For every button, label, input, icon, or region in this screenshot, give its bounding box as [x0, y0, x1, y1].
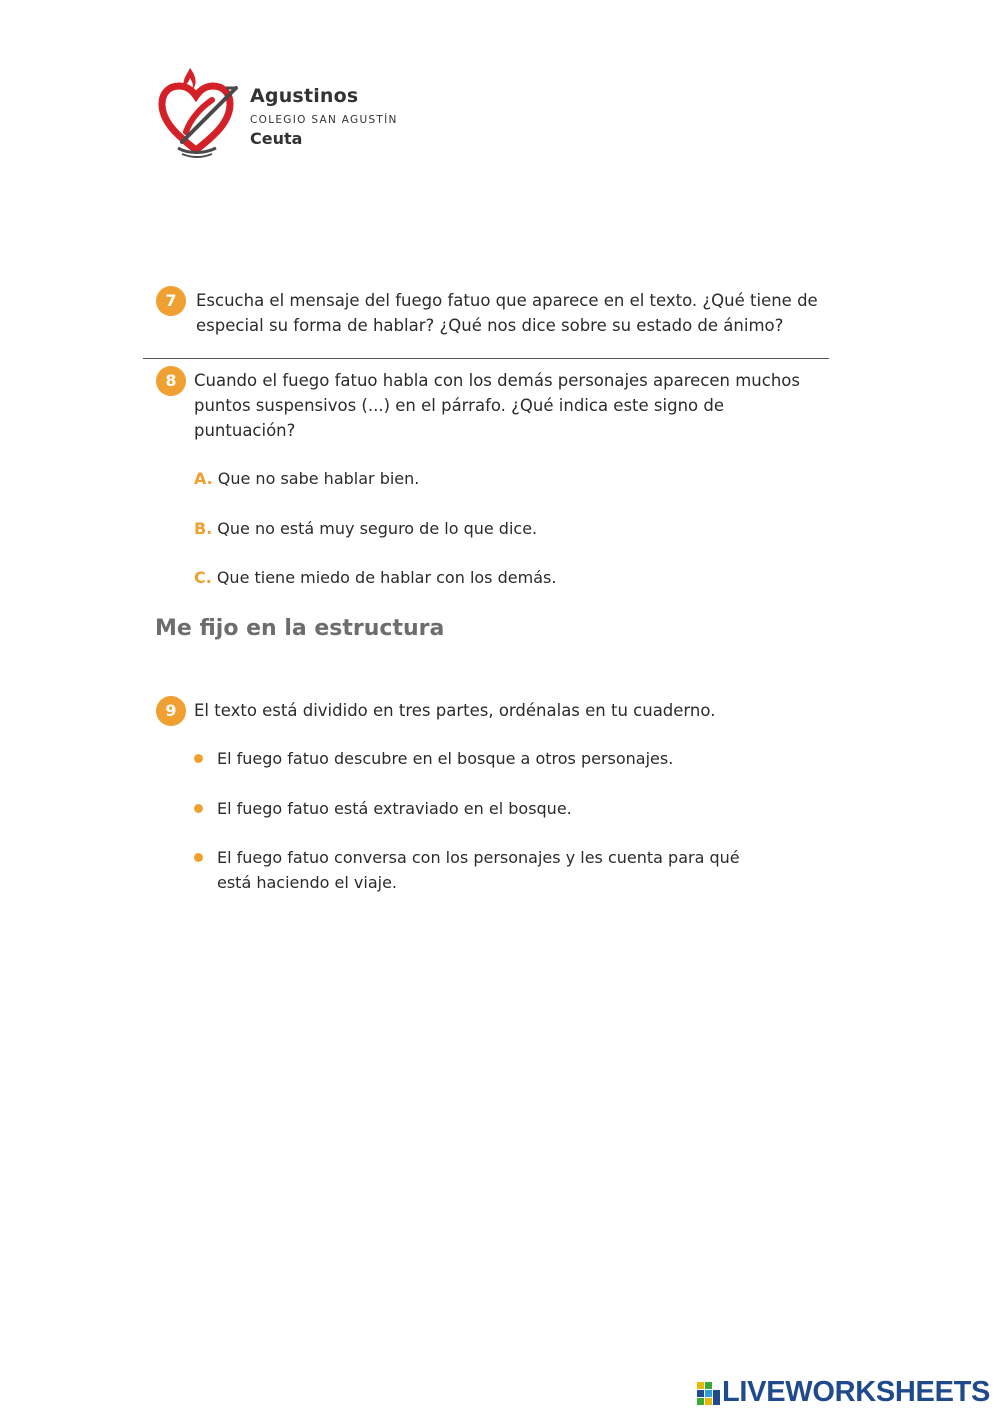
- bullet-2-text[interactable]: [217, 796, 572, 821]
- bullet-1-dot-icon: [194, 754, 203, 763]
- school-logo-icon: [156, 62, 240, 158]
- option-a[interactable]: [194, 467, 419, 491]
- option-a-letter: A.: [194, 469, 213, 488]
- question-8-text: [194, 368, 834, 443]
- section-title: Me fijo en la estructura: [155, 616, 445, 641]
- question-7-line-1: Escucha el mensaje del fuego fatuo que aparece en el texto. ¿Qué tiene de: [196, 291, 818, 310]
- section-divider: [143, 358, 829, 359]
- bullet-3-line-1: El fuego fatuo conversa con los personajes y les cuenta para qué: [217, 848, 740, 867]
- question-7-line-2: especial su forma de hablar? ¿Qué nos dice sobre su estado de ánimo?: [196, 316, 784, 335]
- option-c-text: Que tiene miedo de hablar con los demás.: [216, 568, 557, 587]
- liveworksheets-brand[interactable]: LIVEWORKSHEETS: [722, 1376, 991, 1408]
- bullet-2-line-1: El fuego fatuo está extraviado en el bosque.: [217, 799, 572, 818]
- question-8-badge: 8: [156, 366, 186, 396]
- question-8-line-1: Cuando el fuego fatuo habla con los demás personajes aparecen muchos: [194, 371, 800, 390]
- bullet-3-line-2: está haciendo el viaje.: [217, 873, 398, 892]
- bullet-1-text[interactable]: [217, 746, 673, 771]
- logo-subtitle: COLEGIO SAN AGUSTÍN: [250, 114, 398, 126]
- option-c-letter: C.: [194, 568, 212, 587]
- logo-city: Ceuta: [250, 129, 303, 148]
- option-b[interactable]: [194, 517, 537, 541]
- question-9-badge: 9: [156, 696, 186, 726]
- question-8-line-3: puntuación?: [194, 421, 296, 440]
- bullet-3-text[interactable]: [217, 845, 740, 895]
- bullet-1-line-1: El fuego fatuo descubre en el bosque a otros personajes.: [217, 749, 674, 768]
- logo-title: Agustinos: [250, 85, 359, 107]
- question-7-badge: 7: [156, 286, 186, 316]
- option-b-letter: B.: [194, 519, 213, 538]
- bullet-3-dot-icon: [194, 853, 203, 862]
- option-a-text: Que no sabe hablar bien.: [217, 469, 420, 488]
- option-b-text: Que no está muy seguro de lo que dice.: [217, 519, 538, 538]
- question-8-line-2: puntos suspensivos (...) en el párrafo. ¿Qué indica este signo de: [194, 396, 724, 415]
- liveworksheets-logo-icon: [697, 1382, 721, 1406]
- bullet-2-dot-icon: [194, 804, 203, 813]
- question-7-text: [196, 288, 846, 338]
- question-9-text: El texto está dividido en tres partes, ordénalas en tu cuaderno.: [194, 701, 716, 720]
- option-c[interactable]: [194, 566, 556, 590]
